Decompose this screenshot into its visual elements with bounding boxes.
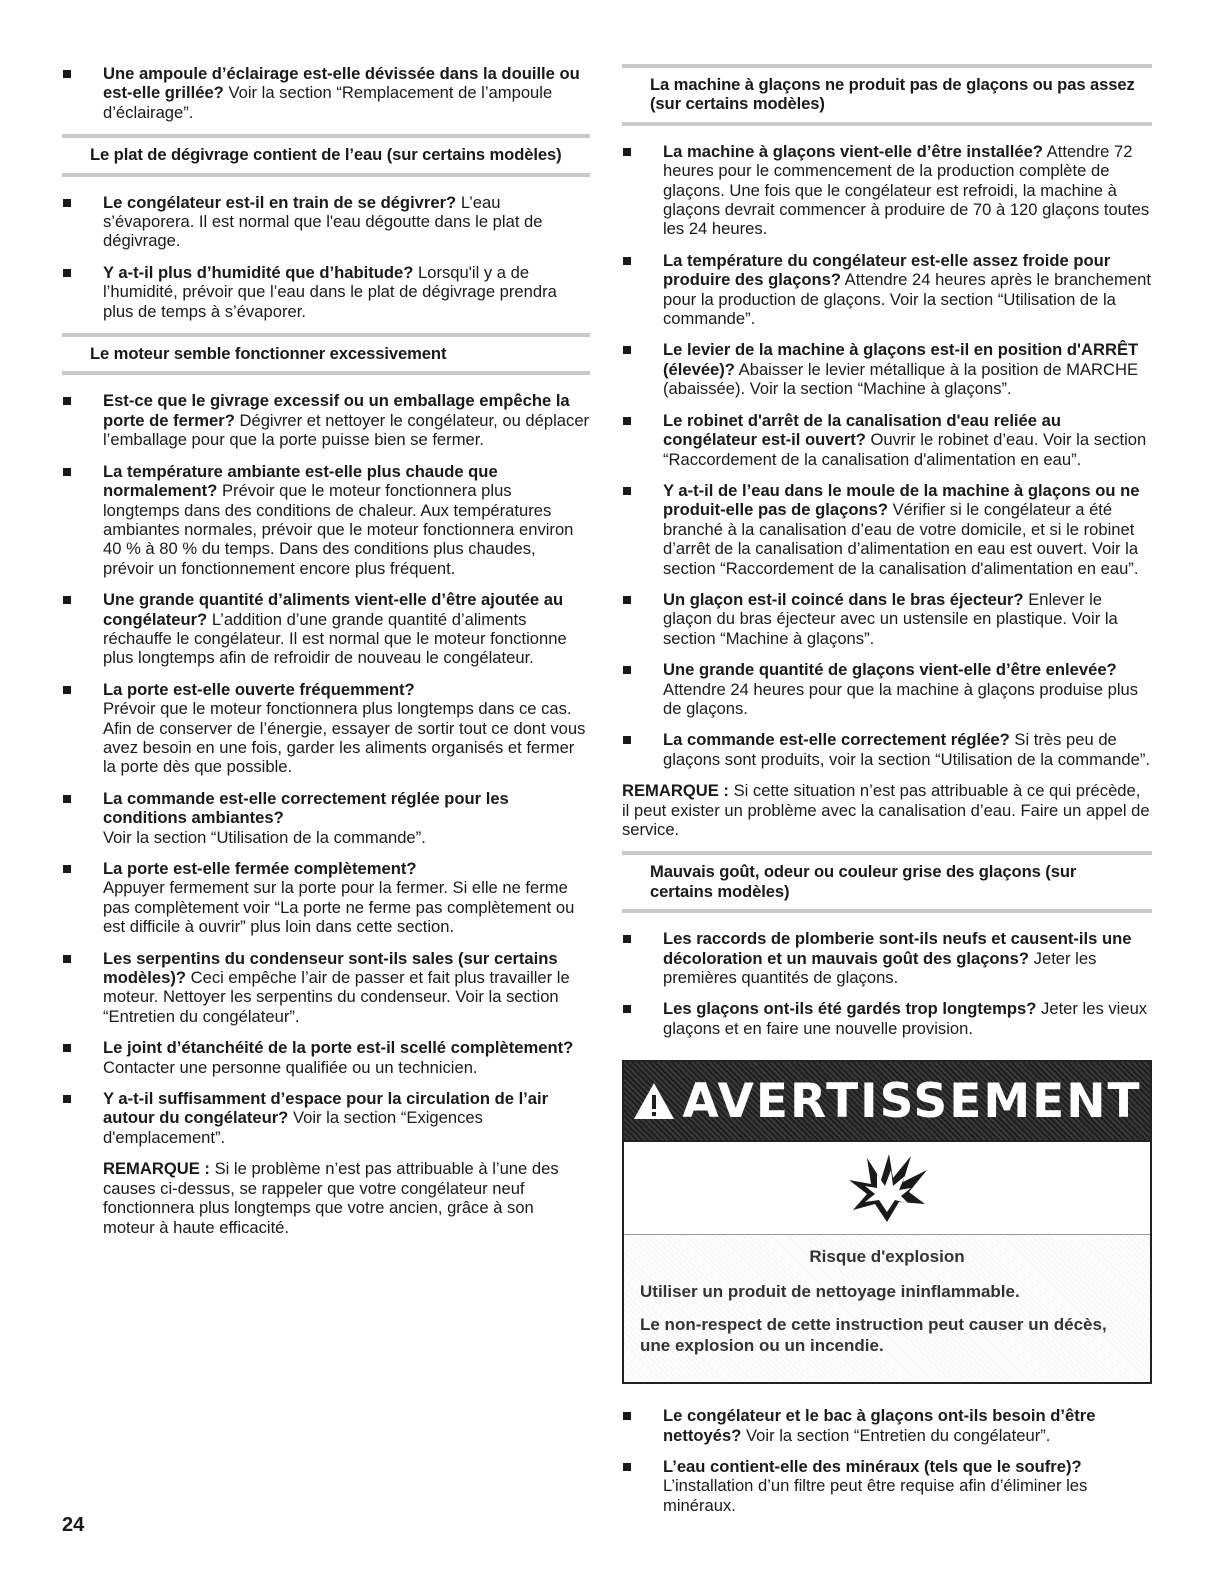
bullet-icon: [63, 397, 71, 405]
list-item: Est-ce que le givrage excessif ou un emballage empêche la porte de fermer? Dégivrer et nettoyer le congélateur, ou déplacer l’emballage pour que la porte puisse bien se fermer.: [62, 391, 590, 449]
warning-header: [624, 1062, 1150, 1142]
list-item: La porte est-elle ouverte fréquemment? Prévoir que le moteur fonctionnera plus longtemps dans ce cas. Afin de conserver de l’énergie, essayer de sortir tout ce dont vous avez besoin en une fois, garder les aliments organisés et fermer la porte dès que possible.: [62, 680, 590, 777]
list-item: Une grande quantité de glaçons vient-elle d’être enlevée? Attendre 24 heures pour que la machine à glaçons produise plus de glaçons.: [622, 660, 1152, 718]
bullet-icon: [63, 865, 71, 873]
bullet-icon: [623, 487, 631, 495]
bullet-icon: [63, 955, 71, 963]
bullet-icon: [623, 666, 631, 674]
list-item: Le congélateur et le bac à glaçons ont-ils besoin d’être nettoyés? Voir la section “Entretien du congélateur”.: [622, 1406, 1152, 1445]
bullet-icon: [63, 199, 71, 207]
list-item: Les glaçons ont-ils été gardés trop longtemps? Jeter les vieux glaçons et en faire une nouvelle provision.: [622, 999, 1152, 1038]
bullet-icon: [623, 1412, 631, 1420]
bullet-icon: [63, 1095, 71, 1103]
list-item: Le joint d’étanchéité de la porte est-il scellé complètement? Contacter une personne qualifiée ou un technicien.: [62, 1038, 590, 1077]
list-item: L’eau contient-elle des minéraux (tels que le soufre)? L’installation d’un filtre peut être requise afin d’éliminer les minéraux.: [622, 1457, 1152, 1515]
list-item: Le levier de la machine à glaçons est-il en position d'ARRÊT (élevée)? Abaisser le levier métallique à la position de MARCHE (abaissée). Voir la section “Machine à glaçons”.: [622, 340, 1152, 398]
list-item: La température du congélateur est-elle assez froide pour produire des glaçons? Attendre 24 heures après le branchement pour la production de glaçons. Voir la section “Utilisation de la commande”.: [622, 251, 1152, 329]
list-item: Une ampoule d’éclairage est-elle dévissée dans la douille ou est-elle grillée? Voir la section “Remplacement de l’ampoule d’éclairage”.: [62, 64, 590, 122]
warning-consequence: Le non-respect de cette instruction peut causer un décès, une explosion ou un incendie.: [640, 1315, 1107, 1356]
section-heading: Le plat de dégivrage contient de l’eau (sur certains modèles): [62, 134, 590, 176]
warning-symbol-area: [624, 1142, 1150, 1235]
page-number: 24: [62, 1514, 85, 1536]
bullet-icon: [63, 795, 71, 803]
warning-box: [622, 1060, 1152, 1384]
list-item: Y a-t-il suffisamment d’espace pour la circulation de l’air autour du congélateur? Voir la section “Exigences d'emplacement”.: [62, 1089, 590, 1147]
right-column: [622, 64, 1152, 1527]
list-item: Les raccords de plomberie sont-ils neufs et causent-ils une décoloration et un mauvais goût des glaçons? Jeter les premières quantités de glaçons.: [622, 929, 1152, 987]
left-column: [62, 64, 590, 1249]
bullet-icon: [63, 269, 71, 277]
warning-body: [624, 1235, 1150, 1382]
bullet-icon: [623, 346, 631, 354]
bullet-icon: [63, 70, 71, 78]
bullet-icon: [623, 736, 631, 744]
bullet-icon: [623, 1005, 631, 1013]
list-item: La température ambiante est-elle plus chaude que normalement? Prévoir que le moteur fonctionnera plus longtemps dans des conditions de chaleur. Aux températures ambiantes normales, prévoir que le moteur fonctionnera environ 40 % à 80 % du temps. Dans des conditions plus chaudes, prévoir un fonctionnement encore plus fréquent.: [62, 462, 590, 578]
list-item: Y a-t-il plus d’humidité que d’habitude? Lorsqu'il y a de l’humidité, prévoir que l’eau dans le plat de dégivrage prendra plus de temps à s’évaporer.: [62, 263, 590, 321]
bullet-icon: [63, 686, 71, 694]
list-item: La porte est-elle fermée complètement? Appuyer fermement sur la porte pour la fermer. Si elle ne ferme pas complètement voir “La porte ne ferme pas complètement ou est difficile à ouvrir” plus loin dans cette section.: [62, 859, 590, 937]
explosion-icon: [845, 1152, 929, 1224]
bullet-icon: [623, 1463, 631, 1471]
list-item: La commande est-elle correctement réglée? Si très peu de glaçons sont produits, voir la section “Utilisation de la commande”.: [622, 730, 1152, 769]
section-heading: Mauvais goût, odeur ou couleur grise des glaçons (sur certains modèles): [622, 851, 1152, 913]
note-paragraph: REMARQUE : Si cette situation n’est pas attribuable à ce qui précède, il peut exister un problème avec la canalisation d’eau. Faire un appel de service.: [622, 781, 1150, 839]
list-item: Y a-t-il de l’eau dans le moule de la machine à glaçons ou ne produit-elle pas de glaçons? Vérifier si le congélateur a été branché à la canalisation d’eau de votre domicile, et si le robinet d’arrêt de la canalisation d’alimentation en eau est ouvert. Voir la section “Raccordement de la canalisation d'alimentation en eau”.: [622, 481, 1152, 578]
bullet-icon: [623, 257, 631, 265]
list-item: Le congélateur est-il en train de se dégivrer? L’eau s’évaporera. Il est normal que l'eau dégoutte dans le plat de dégivrage.: [62, 193, 590, 251]
bullet-icon: [63, 596, 71, 604]
warning-instruction: Utiliser un produit de nettoyage ininflammable.: [640, 1282, 1020, 1302]
bullet-icon: [623, 148, 631, 156]
bullet-icon: [63, 468, 71, 476]
bullet-icon: [623, 596, 631, 604]
warning-title: AVERTISSEMENT: [682, 1073, 1142, 1129]
list-item: Le robinet d'arrêt de la canalisation d'eau reliée au congélateur est-il ouvert? Ouvrir le robinet d’eau. Voir la section “Raccordement de la canalisation d'alimentation en eau”.: [622, 411, 1152, 469]
list-item: La machine à glaçons vient-elle d’être installée? Attendre 72 heures pour le commencement de la production complète de glaçons. Une fois que le congélateur est refroidi, la machine à glaçons devrait commencer à produire de 70 à 120 glaçons toutes les 24 heures.: [622, 142, 1152, 239]
section-heading: Le moteur semble fonctionner excessivement: [62, 333, 590, 375]
list-item: Les serpentins du condenseur sont-ils sales (sur certains modèles)? Ceci empêche l’air de passer et fait plus travailler le moteur. Nettoyer les serpentins du condenseur. Voir la section “Entretien du congélateur”.: [62, 949, 590, 1027]
note-paragraph: REMARQUE : Si le problème n’est pas attribuable à l’une des causes ci-dessus, se rappeler que votre congélateur neuf fonctionnera plus longtemps que votre ancien, grâce à son moteur à haute efficacité.: [103, 1159, 559, 1237]
warning-triangle-icon: [632, 1081, 676, 1121]
section-heading: La machine à glaçons ne produit pas de glaçons ou pas assez (sur certains modèles): [622, 64, 1152, 126]
bullet-icon: [623, 417, 631, 425]
warning-risk: Risque d'explosion: [809, 1247, 965, 1267]
bullet-icon: [623, 935, 631, 943]
list-item: La commande est-elle correctement réglée pour les conditions ambiantes? Voir la section “Utilisation de la commande”.: [62, 789, 590, 847]
bullet-icon: [63, 1044, 71, 1052]
list-item: Un glaçon est-il coincé dans le bras éjecteur? Enlever le glaçon du bras éjecteur avec un ustensile en plastique. Voir la section “Machine à glaçons”.: [622, 590, 1152, 648]
list-item: Une grande quantité d’aliments vient-elle d’être ajoutée au congélateur? L’addition d’une grande quantité d’aliments réchauffe le congélateur. Il est normal que le moteur fonctionne plus longtemps afin de refroidir de nouveau le congélateur.: [62, 590, 590, 668]
